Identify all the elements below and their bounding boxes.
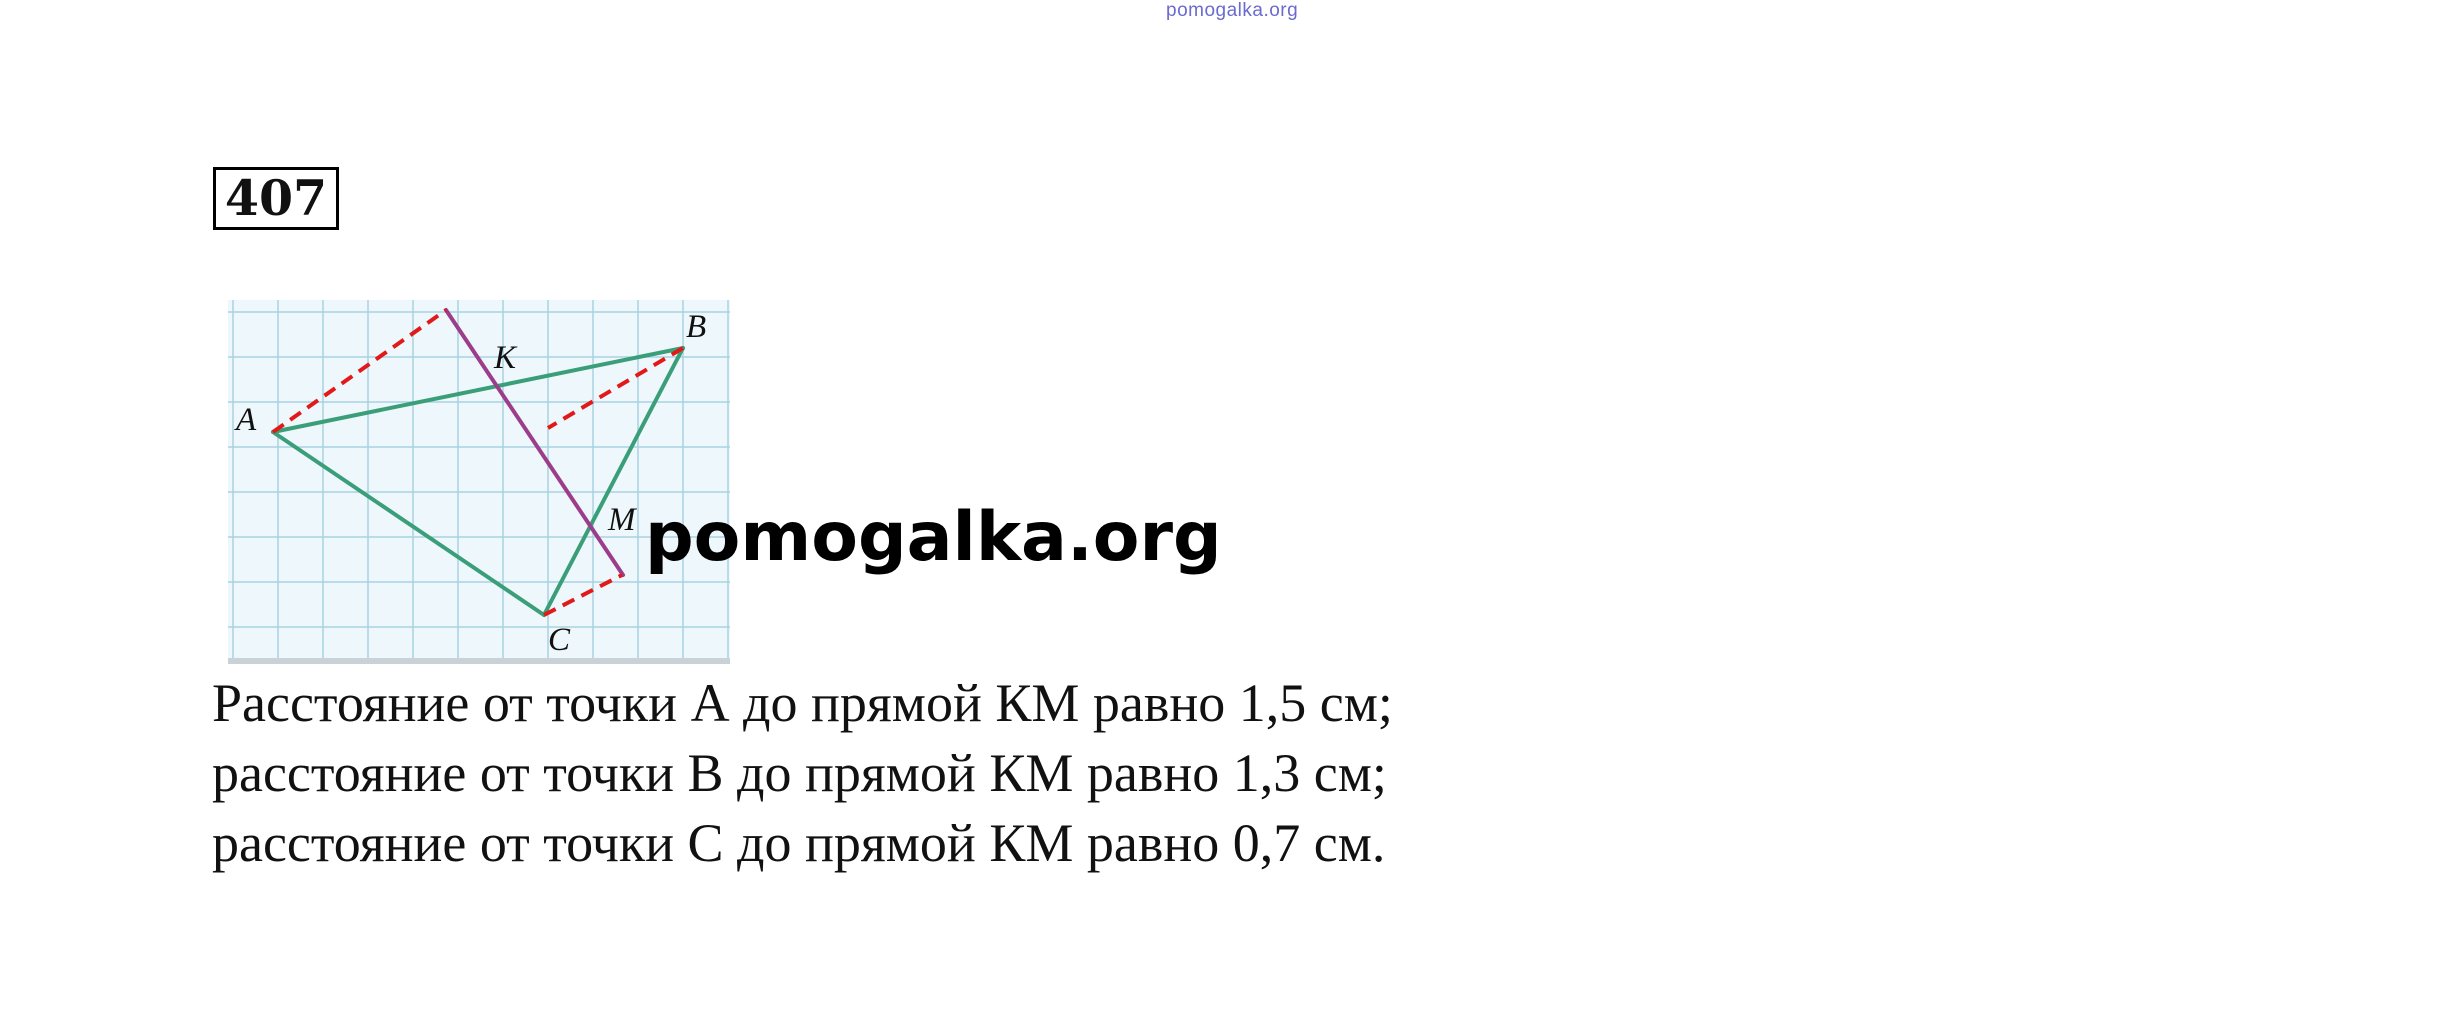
answer-text	[212, 668, 1712, 878]
label-point-c: C	[548, 622, 571, 658]
answer-line-a: Расстояние от точки А до прямой КМ равно 1,5 см;	[212, 673, 1393, 733]
watermark: pomogalka.org	[645, 498, 1222, 577]
answer-line-b: расстояние от точки В до прямой КМ равно 1,3 см;	[212, 743, 1387, 803]
figure-bottom-edge	[228, 658, 730, 664]
label-point-a: A	[236, 402, 257, 438]
triangle-diagram	[228, 300, 730, 666]
answer-line-c: расстояние от точки С до прямой КМ равно 0,7 см.	[212, 813, 1386, 873]
label-point-b: B	[686, 309, 707, 345]
geometry-figure	[228, 300, 730, 666]
label-point-m: M	[608, 502, 636, 538]
label-point-k: K	[494, 340, 517, 376]
site-header-link[interactable]: pomogalka.org	[1166, 0, 1299, 21]
task-number: 407	[213, 167, 339, 230]
